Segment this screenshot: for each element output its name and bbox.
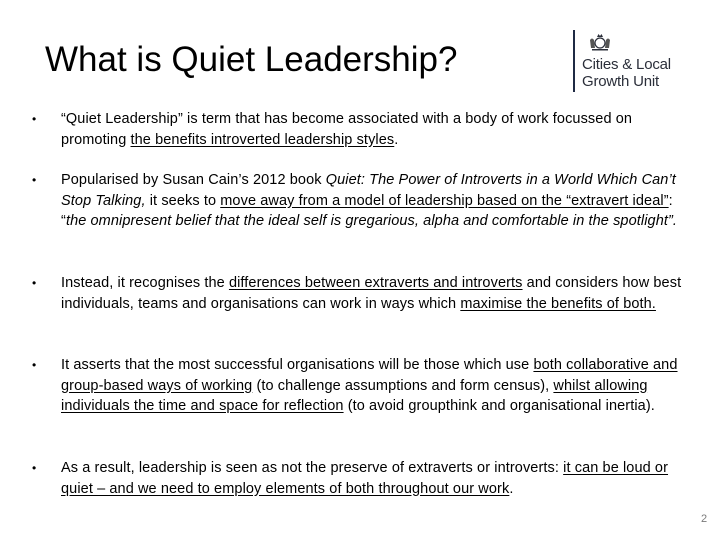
bullet-marker: •: [32, 358, 37, 372]
underlined-phrase: the benefits introverted leadership styles: [130, 131, 395, 148]
underlined-phrase: maximise the benefits of both.: [460, 295, 656, 312]
bullet-text: Instead, it recognises the: [61, 275, 229, 291]
bullet-text: It asserts that the most successful organisations will be those which use: [61, 357, 534, 373]
bullet-item: [32, 355, 689, 417]
logo-line-2: Growth Unit: [582, 73, 659, 90]
underlined-phrase: move away from a model of leadership based on the “extravert ideal”: [220, 192, 669, 209]
bullet-item: [32, 109, 689, 150]
slide-title: What is Quiet Leadership?: [45, 40, 458, 79]
bullet-item: [32, 273, 689, 314]
underlined-phrase: differences between extraverts and introverts: [228, 275, 523, 291]
bullet-item: [32, 170, 689, 232]
book-title: Quiet: The Power of Introverts in a World Which Can’t Stop Talking,: [61, 172, 676, 209]
bullet-marker: •: [32, 276, 37, 290]
page-number: 2: [701, 513, 708, 525]
logo-line-1: Cities & Local: [582, 56, 671, 73]
bullet-text: (to challenge assumptions and form census),: [252, 377, 554, 394]
bullet-marker: •: [32, 461, 37, 475]
bullet-text: Popularised by Susan Cain’s 2012 book: [61, 172, 326, 188]
bullet-text: : “: [61, 192, 673, 229]
bullet-text: it seeks to: [145, 192, 221, 209]
underlined-phrase: both collaborative and group-based ways of working: [61, 357, 678, 394]
quotation: the omnipresent belief that the ideal self is gregarious, alpha and comfortable in the spotlight”.: [65, 213, 678, 229]
bullet-text: .: [394, 131, 399, 148]
underlined-phrase: whilst allowing individuals the time and space for reflection: [61, 377, 648, 414]
bullet-text: and considers how best individuals, teams and organisations can work in ways which: [61, 275, 682, 312]
bullet-text: “Quiet Leadership” is term that has become associated with a body of work focussed on promoting: [61, 111, 633, 148]
bullet-marker: •: [32, 112, 37, 126]
bullet-text: As a result, leadership is seen as not the preserve of extraverts or introverts:: [61, 460, 564, 476]
underlined-phrase: it can be loud or quiet – and we need to employ elements of both throughout our work: [61, 460, 669, 497]
bullet-text: .: [509, 480, 514, 497]
bullet-item: [32, 458, 689, 499]
bullet-text: (to avoid groupthink and organisational inertia).: [343, 398, 655, 414]
bullet-marker: •: [32, 173, 37, 187]
